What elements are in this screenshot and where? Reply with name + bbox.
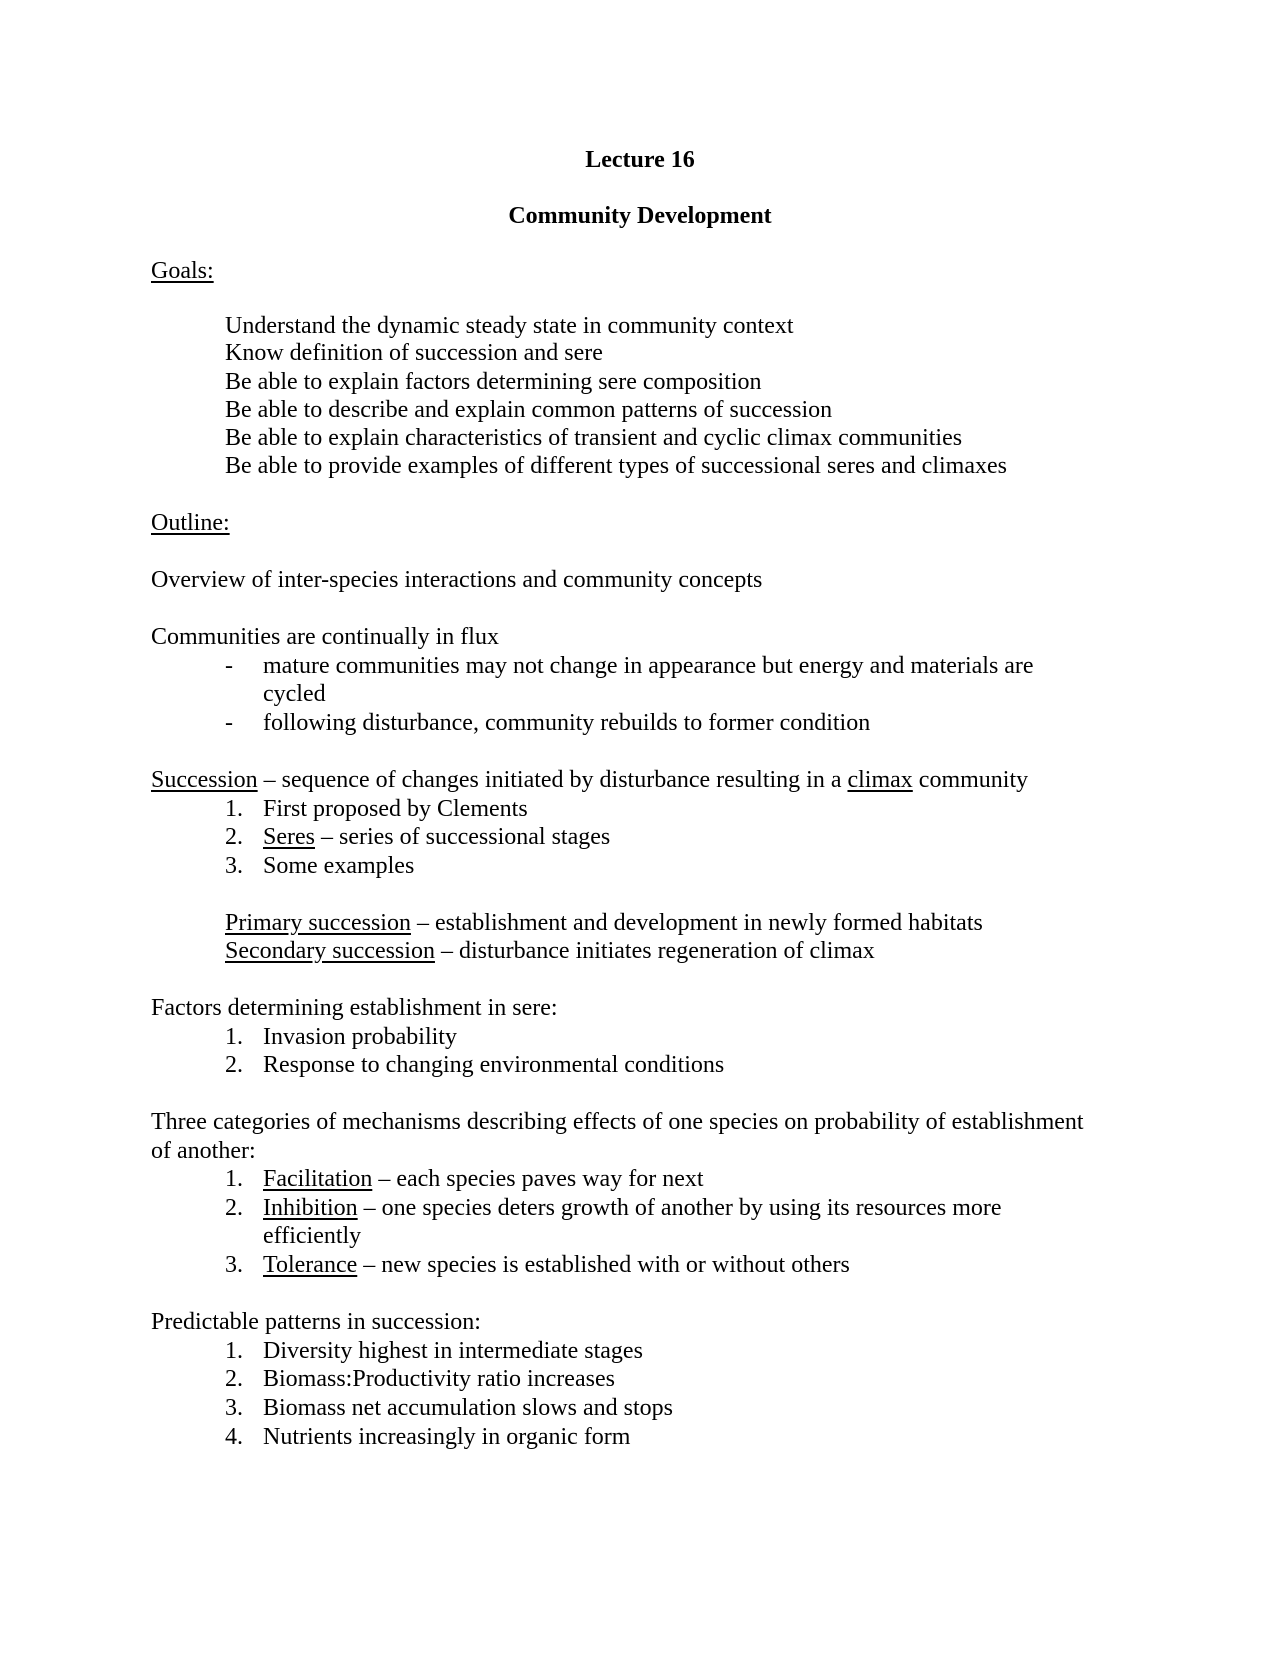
- list-number: 3.: [225, 1395, 243, 1421]
- tolerance-term: Tolerance: [263, 1252, 358, 1278]
- goal-item: Be able to explain factors determining sere composition: [225, 369, 762, 395]
- list-number: 3.: [225, 853, 243, 879]
- pattern-item: Nutrients increasingly in organic form: [263, 1424, 631, 1450]
- flux-heading: Communities are continually in flux: [151, 624, 499, 650]
- factor-item: Invasion probability: [263, 1024, 457, 1050]
- flux-bullet: following disturbance, community rebuilds to former condition: [263, 710, 871, 736]
- list-number: 2.: [225, 824, 243, 850]
- secondary-succession: [225, 937, 875, 966]
- succession-item: [263, 823, 610, 852]
- list-number: 1.: [225, 1338, 243, 1364]
- primary-succession: [225, 909, 983, 938]
- goal-item: Be able to explain characteristics of transient and cyclic climax communities: [225, 425, 963, 451]
- tolerance-text: – new species is established with or without others: [357, 1252, 850, 1278]
- flux-bullet: mature communities may not change in appearance but energy and materials are: [263, 653, 1034, 679]
- goal-item: Understand the dynamic steady state in community context: [225, 313, 794, 339]
- mechanism-item: [263, 1251, 850, 1280]
- succession-item: Some examples: [263, 853, 415, 879]
- goal-item: Be able to provide examples of different types of successional seres and climaxes: [225, 453, 1007, 479]
- list-number: 1.: [225, 1166, 243, 1192]
- inhibition-term: Inhibition: [263, 1195, 358, 1221]
- primary-text: – establishment and development in newly formed habitats: [410, 910, 983, 936]
- facilitation-term: Facilitation: [263, 1166, 373, 1192]
- mechanisms-heading: Three categories of mechanisms describing effects of one species on probability of establishment: [151, 1109, 1084, 1135]
- seres-text: – series of successional stages: [314, 824, 611, 850]
- goal-item: Know definition of succession and sere: [225, 340, 603, 366]
- list-number: 1.: [225, 1024, 243, 1050]
- climax-term: climax: [847, 767, 913, 793]
- goal-item: Be able to describe and explain common patterns of succession: [225, 397, 833, 423]
- pattern-item: Biomass net accumulation slows and stops: [263, 1395, 673, 1421]
- succession-item: First proposed by Clements: [263, 796, 528, 822]
- mechanism-item-continuation: efficiently: [263, 1223, 362, 1249]
- list-number: 2.: [225, 1366, 243, 1392]
- mechanisms-heading-continuation: of another:: [151, 1138, 256, 1164]
- flux-bullet-continuation: cycled: [263, 681, 326, 707]
- list-number: 2.: [225, 1195, 243, 1221]
- facilitation-text: – each species paves way for next: [372, 1166, 704, 1192]
- bullet-marker: -: [225, 710, 233, 736]
- lecture-title: Lecture 16: [585, 147, 695, 173]
- secondary-text: – disturbance initiates regeneration of climax: [434, 938, 875, 964]
- inhibition-text: – one species deters growth of another by using its resources more: [357, 1195, 1002, 1221]
- succession-text-before: – sequence of changes initiated by disturbance resulting in a: [257, 767, 848, 793]
- secondary-term: Secondary succession: [225, 938, 435, 964]
- outline-overview: Overview of inter-species interactions and community concepts: [151, 567, 763, 593]
- outline-heading: Outline:: [151, 510, 230, 536]
- bullet-marker: -: [225, 653, 233, 679]
- list-number: 1.: [225, 796, 243, 822]
- pattern-item: Diversity highest in intermediate stages: [263, 1338, 643, 1364]
- seres-term: Seres: [263, 824, 315, 850]
- succession-text-after: community: [912, 767, 1029, 793]
- mechanism-item: [263, 1194, 1002, 1223]
- lecture-subtitle: Community Development: [508, 203, 772, 229]
- factor-item: Response to changing environmental conditions: [263, 1052, 725, 1078]
- primary-term: Primary succession: [225, 910, 411, 936]
- list-number: 4.: [225, 1424, 243, 1450]
- factors-heading: Factors determining establishment in sere:: [151, 995, 558, 1021]
- succession-term: Succession: [151, 767, 258, 793]
- pattern-item: Biomass:Productivity ratio increases: [263, 1366, 615, 1392]
- succession-definition: [151, 766, 1028, 795]
- mechanism-item: [263, 1165, 704, 1194]
- patterns-heading: Predictable patterns in succession:: [151, 1309, 481, 1335]
- list-number: 3.: [225, 1252, 243, 1278]
- list-number: 2.: [225, 1052, 243, 1078]
- goals-heading: Goals:: [151, 258, 214, 284]
